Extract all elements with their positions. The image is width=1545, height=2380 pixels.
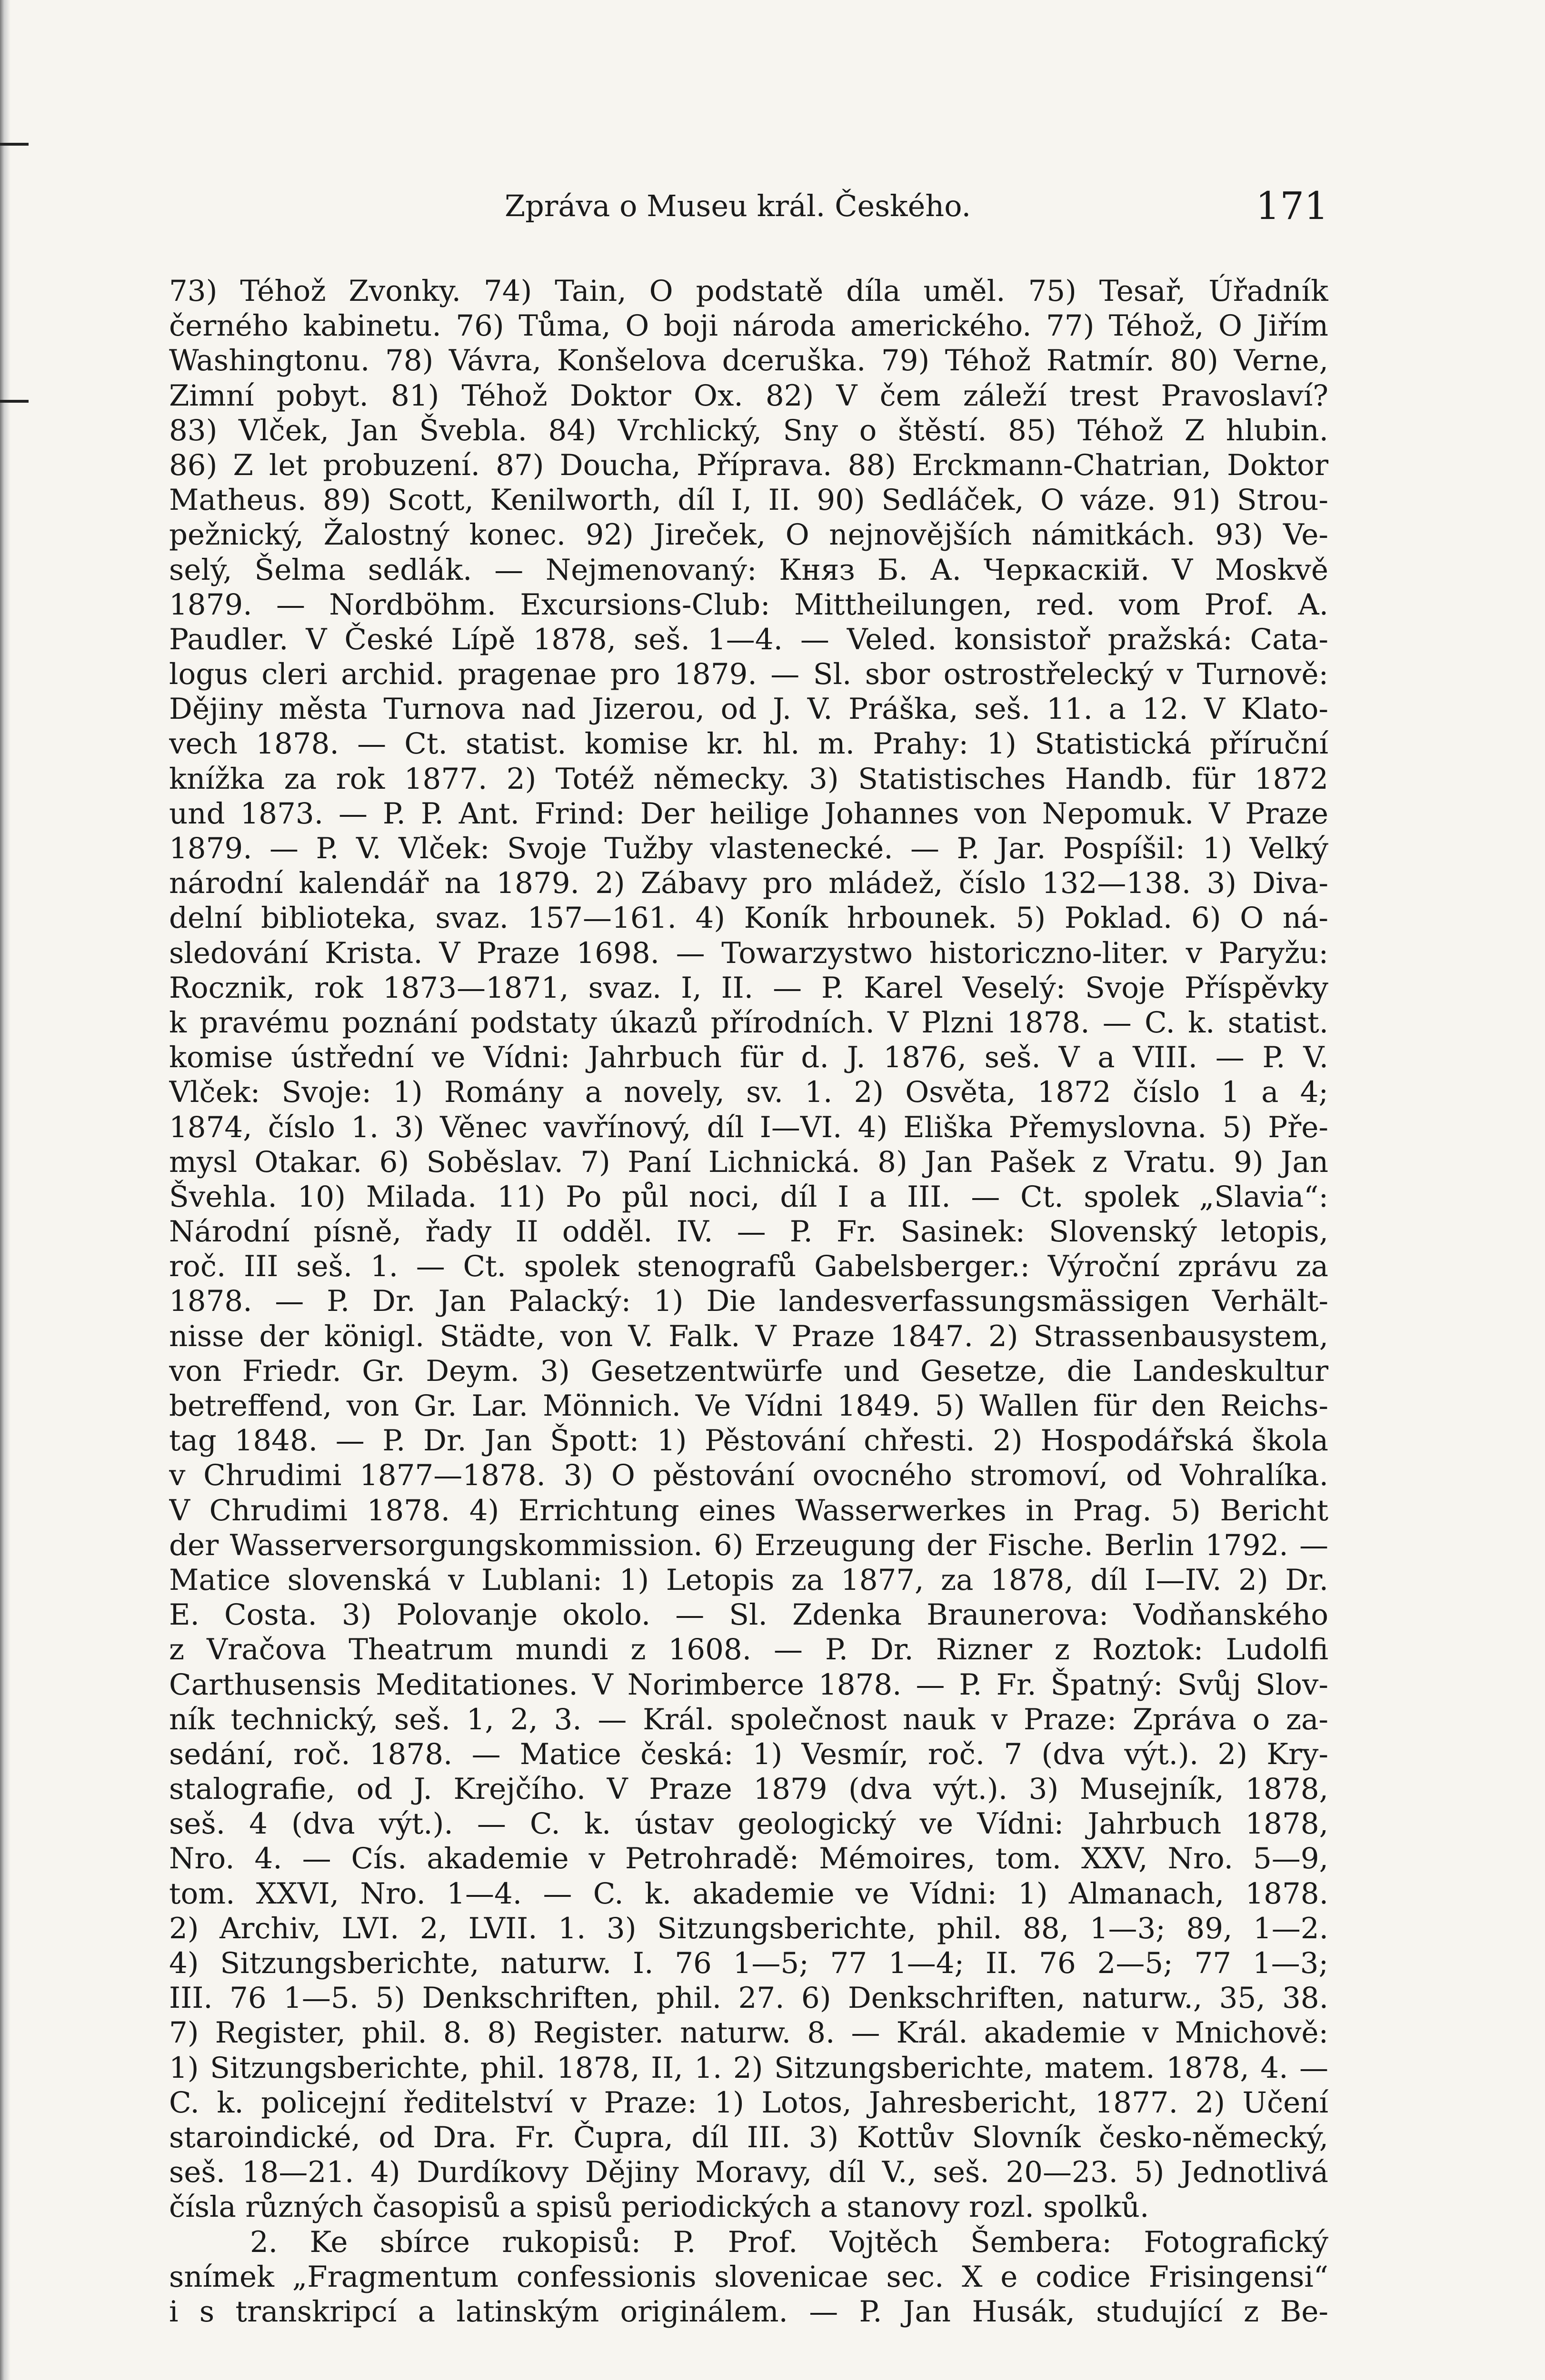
text-line: 1) Sitzungsberichte, phil. 1878, II, 1. 2) Sitzungsberichte, matem. 1878, 4. — xyxy=(169,2051,1328,2085)
text-line: selý, Šelma sedlák. — Nejmenovaný: Княз Б. А. Черкаскій. V Moskvě xyxy=(169,553,1328,587)
text-line: Zimní pobyt. 81) Téhož Doktor Ox. 82) V čem záleží trest Pravoslaví? xyxy=(169,378,1328,413)
text-line: k pravému poznání podstaty úkazů přírodních. V Plzni 1878. — C. k. statist. xyxy=(169,1005,1328,1040)
text-line: E. Costa. 3) Polovanje okolo. — Sl. Zdenka Braunerova: Vodňanského xyxy=(169,1598,1328,1632)
running-header xyxy=(495,180,1328,232)
page-edge-shadow xyxy=(0,0,10,2380)
text-line: Švehla. 10) Milada. 11) Po půl noci, díl I a III. — Ct. spolek „Slavia“: xyxy=(169,1180,1328,1214)
text-line: V Chrudimi 1878. 4) Errichtung eines Wasserwerkes in Prag. 5) Bericht xyxy=(169,1493,1328,1527)
text-line: vech 1878. — Ct. statist. komise kr. hl. m. Prahy: 1) Statistická příruční xyxy=(169,727,1328,761)
text-line: tom. XXVI, Nro. 1—4. — C. k. akademie ve Vídni: 1) Almanach, 1878. xyxy=(169,1876,1328,1911)
page-number: 171 xyxy=(1256,184,1328,228)
text-line: 1879. — Nordböhm. Excursions-Club: Mittheilungen, red. vom Prof. A. xyxy=(169,587,1328,622)
text-line: staroindické, od Dra. Fr. Čupra, díl III. 3) Kottův Slovník česko-německý, xyxy=(169,2120,1328,2154)
text-line: betreffend, von Gr. Lar. Mönnich. Ve Vídni 1849. 5) Wallen für den Reichs- xyxy=(169,1389,1328,1423)
text-line: Carthusensis Meditationes. V Norimberce 1878. — P. Fr. Špatný: Svůj Slov- xyxy=(169,1667,1328,1702)
text-line: Nro. 4. — Cís. akademie v Petrohradě: Mémoires, tom. XXV, Nro. 5—9, xyxy=(169,1842,1328,1876)
text-line: komise ústřední ve Vídni: Jahrbuch für d. J. 1876, seš. V a VIII. — P. V. xyxy=(169,1041,1328,1075)
text-line: sledování Krista. V Praze 1698. — Towarzystwo historiczno-liter. v Paryžu: xyxy=(169,936,1328,970)
text-line: 1879. — P. V. Vlček: Svoje Tužby vlastenecké. — P. Jar. Pospíšil: 1) Velký xyxy=(169,832,1328,865)
text-line: ník technický, seš. 1, 2, 3. — Král. společnost nauk v Praze: Zpráva o za- xyxy=(169,1702,1328,1736)
text-line: sedání, roč. 1878. — Matice česká: 1) Vesmír, roč. 7 (dva výt.). 2) Kry- xyxy=(169,1737,1328,1771)
header-title: Zpráva o Museu král. Českého. xyxy=(505,188,971,223)
text-line: 4) Sitzungsberichte, naturw. I. 76 1—5; 77 1—4; II. 76 2—5; 77 1—3; xyxy=(169,1946,1328,1980)
text-line: 83) Vlček, Jan Švebla. 84) Vrchlický, Sny o štěstí. 85) Téhož Z hlubin. xyxy=(169,413,1328,447)
text-line: 1874, číslo 1. 3) Věnec vavřínový, díl I—VI. 4) Eliška Přemyslovna. 5) Pře- xyxy=(169,1110,1328,1144)
body-text xyxy=(169,274,1328,2329)
text-line: 7) Register, phil. 8. 8) Register. naturw. 8. — Král. akademie v Mnichově: xyxy=(169,2016,1328,2050)
text-line: černého kabinetu. 76) Tůma, O boji národa amerického. 77) Téhož, O Jiřím xyxy=(169,309,1328,343)
text-line: snímek „Fragmentum confessionis slovenicae sec. X e codice Frisingensi“ xyxy=(169,2260,1328,2294)
text-line: Matheus. 89) Scott, Kenilworth, díl I, II. 90) Sedláček, O váze. 91) Strou- xyxy=(169,483,1328,517)
text-line: logus cleri archid. pragenae pro 1879. — Sl. sbor ostrostřelecký v Turnově: xyxy=(169,657,1328,692)
section-heading-line: 2. Ke sbírce rukopisů: P. Prof. Vojtěch Šembera: Fotografický xyxy=(250,2225,1328,2259)
text-line: 73) Téhož Zvonky. 74) Tain, O podstatě díla uměl. 75) Tesař, Úřadník xyxy=(169,274,1328,308)
text-line: čísla různých časopisů a spisů periodických a stanovy rozl. spolků. xyxy=(169,2190,1149,2224)
text-line: C. k. policejní ředitelství v Praze: 1) Lotos, Jahresbericht, 1877. 2) Učení xyxy=(169,2085,1328,2120)
text-line: 2) Archiv, LVI. 2, LVII. 1. 3) Sitzungsberichte, phil. 88, 1—3; 89, 1—2. xyxy=(169,1911,1328,1945)
text-line: stalografie, od J. Krejčího. V Praze 1879 (dva výt.). 3) Musejník, 1878, xyxy=(169,1772,1328,1806)
text-line: 86) Z let probuzení. 87) Doucha, Příprava. 88) Erckmann-Chatrian, Doktor xyxy=(169,448,1328,482)
text-line: von Friedr. Gr. Deym. 3) Gesetzentwürfe und Gesetze, die Landeskultur xyxy=(169,1354,1328,1388)
text-line: Národní písně, řady II odděl. IV. — P. Fr. Sasinek: Slovenský letopis, xyxy=(169,1215,1328,1249)
binding-mark xyxy=(0,143,29,146)
text-line: tag 1848. — P. Dr. Jan Špott: 1) Pěstování chřesti. 2) Hospodářská škola xyxy=(169,1424,1328,1458)
text-line: Rocznik, rok 1873—1871, svaz. I, II. — P. Karel Veselý: Svoje Příspěvky xyxy=(169,971,1328,1005)
text-line: seš. 4 (dva výt.). — C. k. ústav geologický ve Vídni: Jahrbuch 1878, xyxy=(169,1807,1328,1841)
text-line: mysl Otakar. 6) Soběslav. 7) Paní Lichnická. 8) Jan Pašek z Vratu. 9) Jan xyxy=(169,1145,1328,1179)
text-line: 1878. — P. Dr. Jan Palacký: 1) Die landesverfassungsmässigen Verhält- xyxy=(169,1284,1328,1319)
text-line: roč. III seš. 1. — Ct. spolek stenografů Gabelsberger.: Výroční zprávu za xyxy=(169,1250,1328,1284)
text-line: pežnický, Žalostný konec. 92) Jireček, O nejnovějších námitkách. 93) Ve- xyxy=(169,518,1328,552)
text-line: Vlček: Svoje: 1) Romány a novely, sv. 1. 2) Osvěta, 1872 číslo 1 a 4; xyxy=(169,1075,1328,1110)
text-line: Paudler. V České Lípě 1878, seš. 1—4. — Veled. konsistoř pražská: Cata- xyxy=(169,622,1328,656)
binding-mark xyxy=(0,400,29,403)
text-line: v Chrudimi 1877—1878. 3) O pěstování ovocného stromoví, od Vohralíka. xyxy=(169,1458,1328,1493)
text-line: und 1873. — P. P. Ant. Frind: Der heilige Johannes von Nepomuk. V Praze xyxy=(169,796,1328,831)
text-line: Washingtonu. 78) Vávra, Konšelova dceruška. 79) Téhož Ratmír. 80) Verne, xyxy=(169,344,1328,378)
text-line: III. 76 1—5. 5) Denkschriften, phil. 27. 6) Denkschriften, naturw., 35, 38. xyxy=(169,1981,1328,2015)
text-line: Matice slovenská v Lublani: 1) Letopis za 1877, za 1878, díl I—IV. 2) Dr. xyxy=(169,1563,1328,1597)
text-line: der Wasserversorgungskommission. 6) Erzeugung der Fische. Berlin 1792. — xyxy=(169,1528,1328,1562)
text-line: národní kalendář na 1879. 2) Zábavy pro mládež, číslo 132—138. 3) Diva- xyxy=(169,866,1328,901)
text-line: nisse der königl. Städte, von V. Falk. V Praze 1847. 2) Strassenbausystem, xyxy=(169,1319,1328,1353)
text-line: seš. 18—21. 4) Durdíkovy Dějiny Moravy, díl V., seš. 20—23. 5) Jednotlivá xyxy=(169,2155,1328,2190)
text-line: z Vračova Theatrum mundi z 1608. — P. Dr. Rizner z Roztok: Ludolfi xyxy=(169,1633,1328,1667)
text-line: knížka za rok 1877. 2) Totéž německy. 3) Statistisches Handb. für 1872 xyxy=(169,762,1328,796)
text-line: Dějiny města Turnova nad Jizerou, od J. V. Práška, seš. 11. a 12. V Klato- xyxy=(169,692,1328,726)
text-line: delní biblioteka, svaz. 157—161. 4) Koník hrbounek. 5) Poklad. 6) O ná- xyxy=(169,901,1328,935)
text-line: i s transkripcí a latinským originálem. — P. Jan Husák, studující z Be- xyxy=(169,2294,1328,2329)
